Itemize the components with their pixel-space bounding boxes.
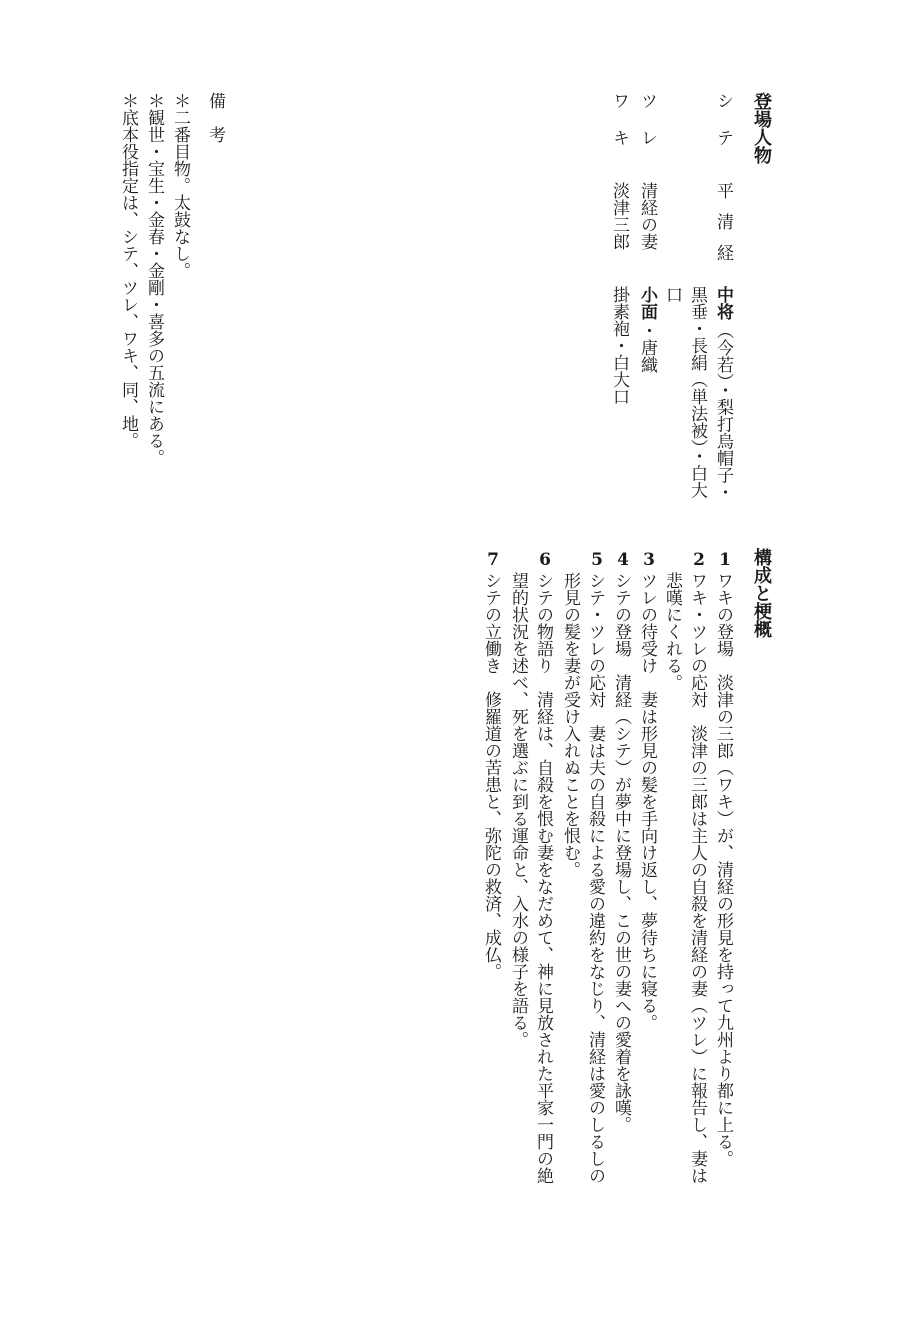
structure-number: 6 bbox=[535, 550, 555, 570]
structure-number: 5 bbox=[587, 550, 607, 570]
character-mask: 小面 bbox=[637, 286, 657, 320]
structure-line: シテの物語り 清経は、自殺を恨む妻をなだめて、神に見放された平家一門の絶 bbox=[533, 572, 553, 1184]
structure-heading: 構成と梗概 bbox=[751, 548, 772, 638]
structure-number: 4 bbox=[613, 550, 633, 570]
structure-number: 7 bbox=[483, 550, 503, 570]
structure-number: 1 bbox=[715, 550, 735, 570]
structure-line: ツレの待受け 妻は形見の髪を手向け返し、夢待ちに寝る。 bbox=[637, 572, 657, 1031]
character-name: 清経の妻 bbox=[637, 182, 657, 250]
structure-number: 3 bbox=[639, 550, 659, 570]
structure-line: ワキ・ツレの応対 淡津の三郎は主人の自殺を清経の妻（ツレ）に報告し、妻は bbox=[687, 572, 707, 1184]
notes-heading: 備 考 bbox=[205, 92, 225, 143]
character-costume-cont2: 口 bbox=[662, 286, 682, 303]
character-costume: ・唐織 bbox=[637, 322, 657, 373]
character-costume: 掛素袍・白大口 bbox=[609, 286, 629, 405]
character-role: ツレ bbox=[637, 92, 657, 166]
structure-line: ワキの登場 淡津の三郎（ワキ）が、清経の形見を持って九州より都に上る。 bbox=[713, 572, 733, 1167]
structure-number: 2 bbox=[689, 550, 709, 570]
character-role: ワキ bbox=[609, 92, 629, 166]
character-role: シテ bbox=[713, 92, 733, 166]
structure-line: 形見の髪を妻が受け入れぬことを恨む。 bbox=[560, 572, 580, 878]
note-item: ＊二番目物。太鼓なし。 bbox=[170, 92, 190, 279]
character-name: 淡津三郎 bbox=[609, 182, 629, 250]
structure-line: 悲嘆にくれる。 bbox=[662, 572, 682, 691]
note-item: ＊観世・宝生・金春・金剛・喜多の五流にある。 bbox=[144, 92, 164, 466]
characters-heading: 登場人物 bbox=[751, 92, 772, 164]
character-name: 平清経 bbox=[713, 182, 733, 275]
structure-line: シテの登場 清経（シテ）が夢中に登場し、この世の妻への愛着を詠嘆。 bbox=[611, 572, 631, 1133]
structure-line: シテの立働き 修羅道の苦患と、弥陀の救済、成仏。 bbox=[481, 572, 501, 980]
character-mask: 中将 bbox=[713, 286, 733, 320]
character-costume-cont: 黒垂・長絹（単法被）・白大 bbox=[687, 286, 707, 499]
note-item: ＊底本役指定は、シテ、ツレ、ワキ、同、地。 bbox=[118, 92, 138, 449]
character-costume: （今若）・梨打烏帽子・ bbox=[713, 322, 733, 501]
structure-line: 望的状況を述べ、死を選ぶに到る運命と、入水の様子を語る。 bbox=[508, 572, 528, 1048]
structure-line: シテ・ツレの応対 妻は夫の自殺による愛の違約をなじり、清経は愛のしるしの bbox=[585, 572, 605, 1184]
